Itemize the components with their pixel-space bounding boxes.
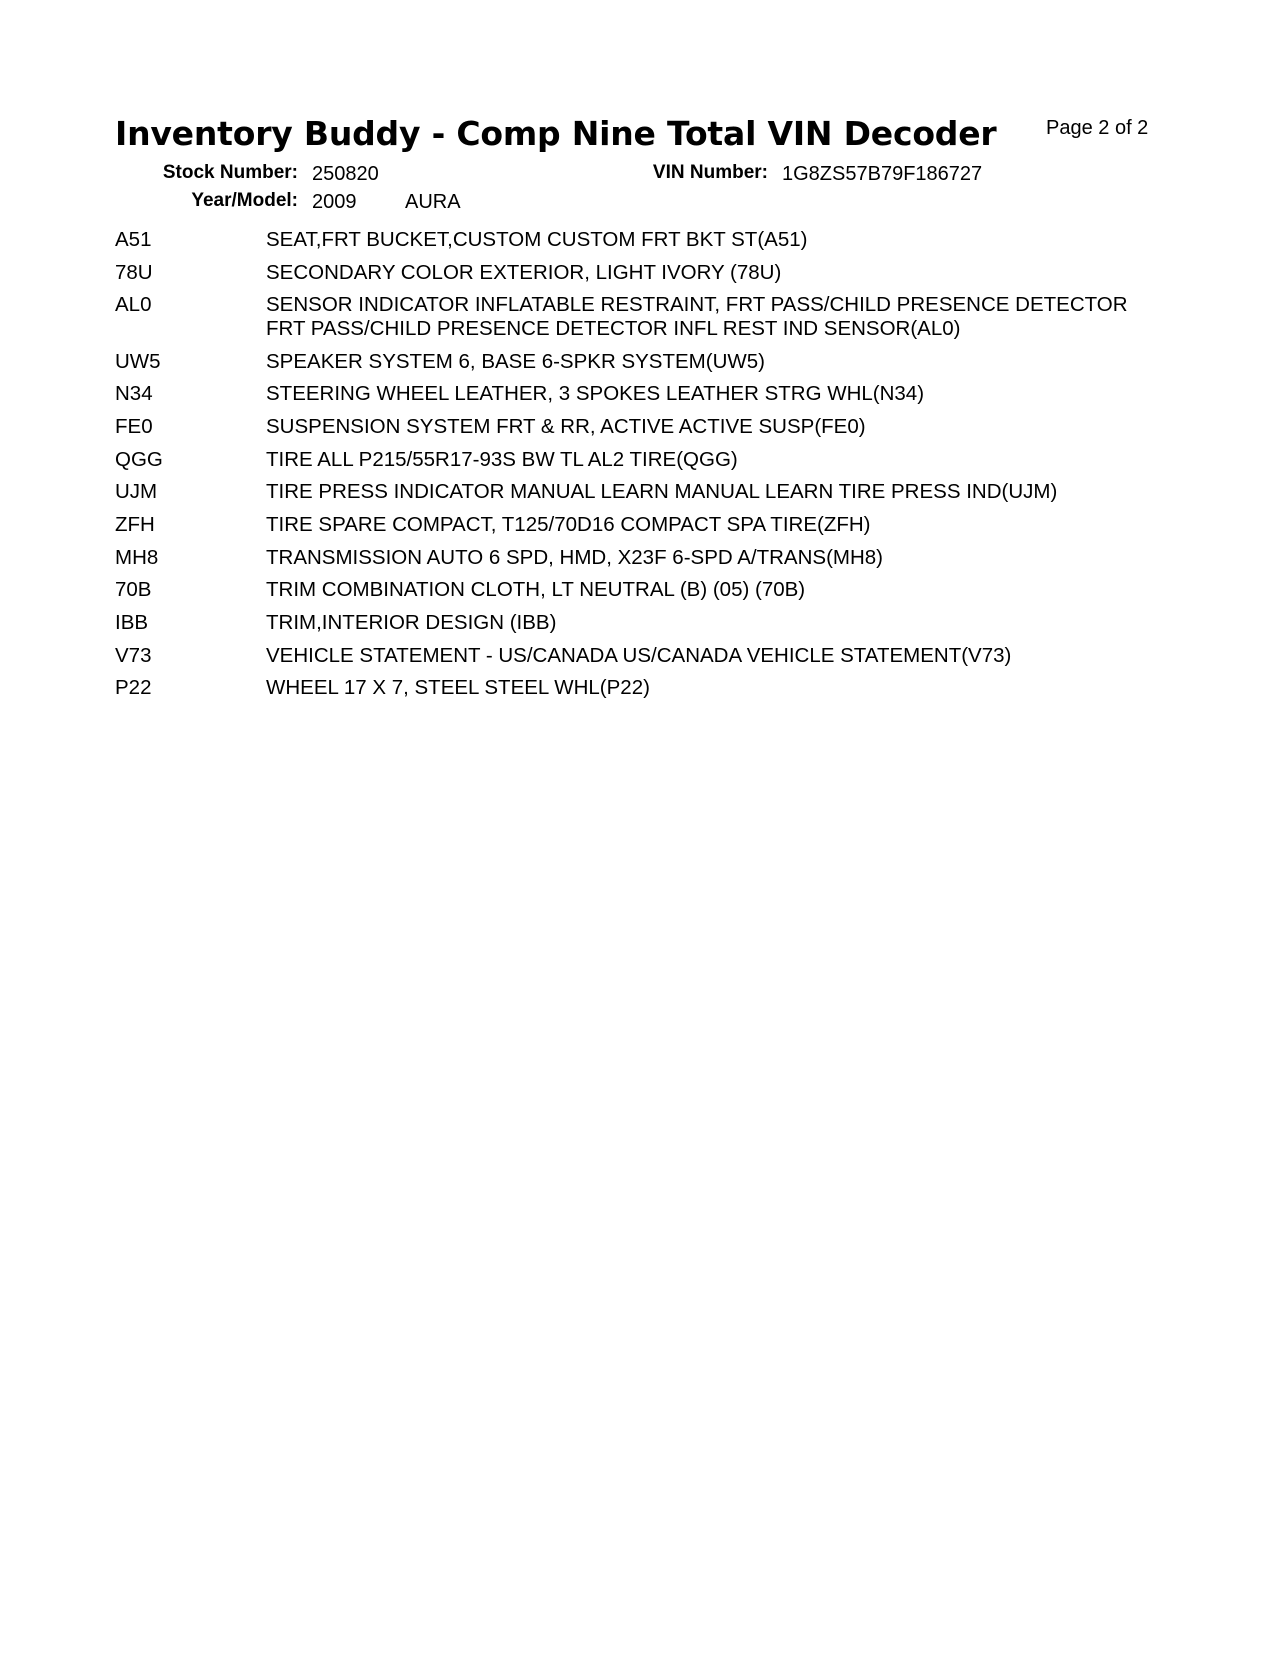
option-description: TRIM,INTERIOR DESIGN (IBB)	[266, 611, 557, 635]
option-code: ZFH	[115, 513, 155, 536]
option-code: AL0	[115, 293, 152, 317]
option-code: UJM	[115, 480, 158, 504]
option-code: 70B	[115, 578, 152, 602]
option-code: IBB	[115, 611, 149, 635]
option-row	[115, 480, 1165, 513]
option-description: TIRE PRESS INDICATOR MANUAL LEARN MANUAL LEARN TIRE PRESS IND(UJM)	[266, 480, 1058, 504]
option-row	[115, 415, 1165, 448]
option-description: STEERING WHEEL LEATHER, 3 SPOKES LEATHER STRG WHL(N34)	[266, 382, 925, 406]
option-code: N34	[115, 382, 153, 406]
option-row	[115, 293, 1165, 349]
option-row	[115, 611, 1165, 644]
vin-number-label: VIN Number:	[652, 162, 768, 183]
year-model-label: Year/Model:	[191, 190, 298, 211]
option-row	[115, 448, 1165, 481]
option-description: TIRE SPARE COMPACT, T125/70D16 COMPACT SPA TIRE(ZFH)	[266, 513, 871, 536]
option-description: SENSOR INDICATOR INFLATABLE RESTRAINT, FRT PASS/CHILD PRESENCE DETECTOR FRT PASS/CHILD PRESENCE DETECTOR INFL REST IND SENSOR(AL0)	[266, 293, 1128, 340]
document-title: Inventory Buddy - Comp Nine Total VIN Decoder	[115, 114, 997, 153]
option-code: A51	[115, 228, 152, 251]
option-description: SUSPENSION SYSTEM FRT & RR, ACTIVE ACTIVE SUSP(FE0)	[266, 414, 866, 438]
option-description: SPEAKER SYSTEM 6, BASE 6-SPKR SYSTEM(UW5)	[266, 349, 765, 373]
option-description: VEHICLE STATEMENT - US/CANADA US/CANADA VEHICLE STATEMENT(V73)	[266, 643, 1012, 667]
stock-number-label: Stock Number:	[162, 162, 298, 183]
option-row	[115, 228, 1165, 261]
option-row	[115, 261, 1165, 294]
option-code: QGG	[115, 447, 163, 471]
option-row	[115, 578, 1165, 611]
option-description: TRANSMISSION AUTO 6 SPD, HMD, X23F 6-SPD A/TRANS(MH8)	[266, 545, 884, 569]
option-code: V73	[115, 643, 152, 667]
option-row	[115, 350, 1165, 383]
option-code: MH8	[115, 545, 159, 569]
option-description: TIRE ALL P215/55R17-93S BW TL AL2 TIRE(QGG)	[266, 447, 738, 471]
option-description: SECONDARY COLOR EXTERIOR, LIGHT IVORY (78U)	[266, 260, 782, 284]
stock-number-value: 250820	[312, 163, 379, 185]
option-description: TRIM COMBINATION CLOTH, LT NEUTRAL (B) (05) (70B)	[266, 578, 806, 602]
option-description: WHEEL 17 X 7, STEEL STEEL WHL(P22)	[266, 676, 650, 700]
option-code: P22	[115, 676, 152, 700]
page-indicator: Page 2 of 2	[1046, 117, 1149, 139]
vin-number-value: 1G8ZS57B79F186727	[782, 163, 983, 185]
model-value: AURA	[405, 191, 461, 213]
option-code: 78U	[115, 260, 153, 284]
option-row	[115, 513, 1165, 546]
year-value: 2009	[312, 191, 357, 213]
option-code: FE0	[115, 414, 153, 438]
option-row	[115, 546, 1165, 579]
option-code-list	[115, 228, 1165, 709]
option-description: SEAT,FRT BUCKET,CUSTOM CUSTOM FRT BKT ST(A51)	[266, 228, 808, 251]
option-row	[115, 676, 1165, 709]
option-row	[115, 382, 1165, 415]
option-code: UW5	[115, 349, 161, 373]
option-row	[115, 644, 1165, 677]
